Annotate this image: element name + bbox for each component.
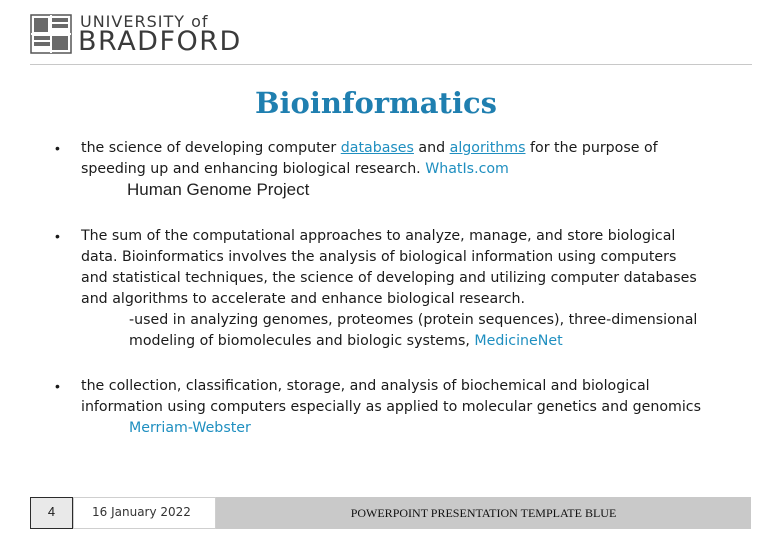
bullet-2-sub-line: -used in analyzing genomes, proteomes (protein sequences), three-dimensional: [129, 312, 698, 328]
page-number: 4: [30, 497, 73, 529]
databases-link[interactable]: databases: [340, 140, 414, 156]
bullet-3-line: the collection, classification, storage, and analysis of biochemical and biological: [81, 378, 650, 394]
logo-bradford: BRADFORD: [78, 26, 242, 57]
bullet-1: [81, 138, 658, 180]
bullet-2-sub-line: modeling of biomolecules and biologic systems,: [129, 333, 475, 349]
university-crest-icon: [30, 14, 72, 54]
bullet-marker: •: [55, 140, 60, 156]
bullet-2-line: and algorithms to accelerate and enhance biological research.: [81, 291, 526, 307]
human-genome-project-text: Human Genome Project: [127, 180, 310, 199]
bullet-1-text-a: the science of developing computer: [81, 140, 341, 156]
medicinenet-source: MedicineNet: [474, 333, 563, 349]
algorithms-link[interactable]: algorithms: [449, 140, 526, 156]
bullet-2-line: The sum of the computational approaches to analyze, manage, and store biological: [81, 228, 676, 244]
bullet-marker: •: [55, 378, 60, 394]
bullet-2-line: data. Bioinformatics involves the analysis of biological information using computers: [81, 249, 677, 265]
header-divider: [30, 64, 752, 65]
bullet-1-text-b: and: [413, 140, 450, 156]
slide-footer: [30, 497, 751, 529]
whatis-source: WhatIs.com: [425, 161, 509, 177]
bullet-1-text-d: speeding up and enhancing biological research.: [81, 161, 426, 177]
footer-template-title: POWERPOINT PRESENTATION TEMPLATE BLUE: [216, 497, 751, 529]
slide-title: Bioinformatics: [255, 86, 497, 120]
bullet-2-line: and statistical techniques, the science of developing and utilizing computer databases: [81, 270, 697, 286]
bullet-2: [81, 226, 697, 352]
footer-date: 16 January 2022: [73, 497, 216, 529]
merriam-webster-source: Merriam-Webster: [129, 420, 251, 436]
bullet-1-text-c: for the purpose of: [525, 140, 658, 156]
bullet-3: [81, 376, 701, 439]
bullet-marker: •: [55, 228, 60, 244]
university-logo: [30, 12, 245, 56]
bullet-3-line: information using computers especially as applied to molecular genetics and genomics: [81, 399, 701, 415]
logo-university-of: UNIVERSITY of: [80, 12, 209, 31]
